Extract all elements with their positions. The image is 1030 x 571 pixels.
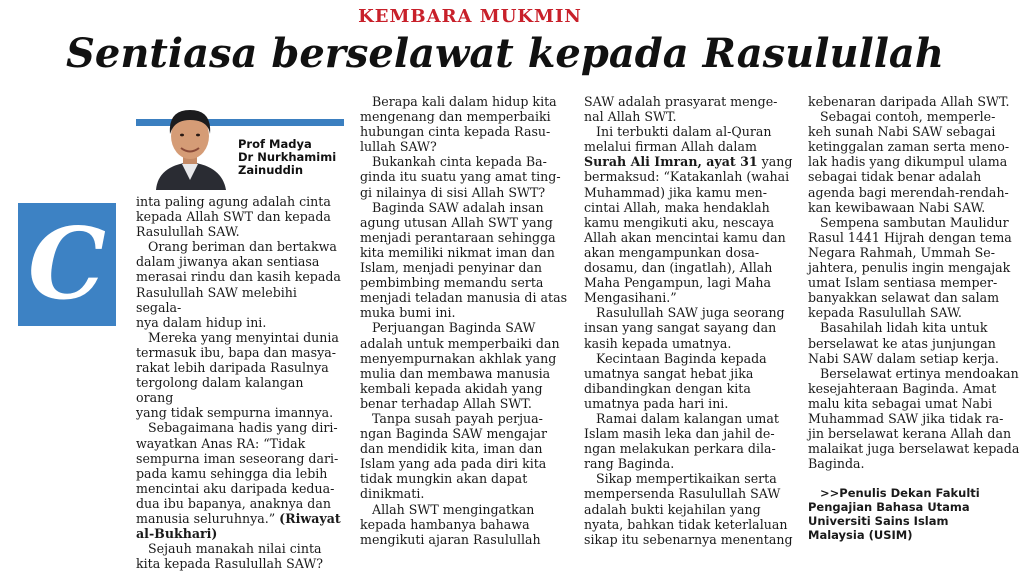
- author-photo: [148, 100, 232, 190]
- paragraph: Orang beriman dan bertakwa dalam jiwanya akan sentiasa merasai rindu dan kasih kepada Rasulullah SAW melebihi segala- nya dalam hidup ini.: [136, 239, 341, 330]
- author-title: Prof Madya: [238, 137, 312, 151]
- paragraph: SAW adalah prasyarat menge- nal Allah SWT.: [584, 94, 778, 125]
- paragraph: Sempena sambutan Maulidur Rasul 1441 Hijrah dengan tema Negara Rahmah, Ummah Se- jahtera, penulis ingin mengajak umat Islam sentiasa memper- banyakkan selawat dan salam kepada Rasulullah SAW.: [808, 214, 1012, 321]
- author-byline: [238, 138, 348, 177]
- section-kicker: KEMBARA MUKMIN: [358, 6, 582, 27]
- author-name-line: Dr Nurkhamimi: [238, 150, 337, 164]
- paragraph: [136, 420, 342, 541]
- paragraph: [584, 124, 796, 305]
- drop-cap: [18, 203, 116, 326]
- author-surname: Zainuddin: [238, 163, 304, 177]
- quran-quote: yang bermaksud: “Katakanlah (wahai Muhammad) jika kamu men- cintai Allah, maka hendaklah kamu mengikuti aku, nescaya Allah akan mencintai kamu dan akan mengampunkan dosa- dosamu, dan (ingatlah), Allah Maha Pengampun, lagi Maha Mengasihani.”: [584, 154, 793, 306]
- paragraph: Kecintaan Baginda kepada umatnya sangat hebat jika dibandingkan dengan kita umatnya pada hari ini.: [584, 350, 767, 411]
- author-note: >>Penulis Dekan Fakulti Pengajian Bahasa Utama Universiti Sains Islam Malaysia (USIM): [808, 486, 980, 543]
- article-headline: Sentiasa berselawat kepada Rasulullah: [66, 30, 944, 77]
- paragraph: Tanpa susah payah perjua- ngan Baginda SAW mengajar dan mendidik kita, iman dan Islam yang ada pada diri kita tidak mungkin akan dapat dinikmati.: [360, 410, 547, 502]
- paragraph: Berapa kali dalam hidup kita mengenang dan memperbaiki hubungan cinta kepada Rasu- lullah SAW?: [360, 94, 557, 155]
- paragraph-text: Ini terbukti dalam al-Quran melalui firman Allah dalam: [584, 124, 772, 155]
- paragraph: Bukankah cinta kepada Ba- ginda itu suatu yang amat ting- gi nilainya di sisi Allah SWT?: [360, 154, 561, 200]
- drop-cap-letter: C: [28, 207, 106, 322]
- paragraph: Perjuangan Baginda SAW adalah untuk memperbaiki dan menyempurnakan akhlak yang mulia dan membawa manusia kembali kepada akidah yang benar terhadap Allah SWT.: [360, 320, 560, 411]
- paragraph: Baginda SAW adalah insan agung utusan Allah SWT yang menjadi perantaraan sehingga kita memiliki nikmat iman dan Islam, menjadi penyinar dan pembimbing memandu serta menjadi teladan manusia di atas muka bumi ini.: [360, 199, 568, 321]
- article-column-3: [584, 94, 796, 547]
- article-column-2: [360, 94, 570, 547]
- paragraph: inta paling agung adalah cinta kepada Allah SWT dan kepada Rasulullah SAW.: [136, 194, 331, 240]
- paragraph: Rasulullah SAW juga seorang insan yang sangat sayang dan kasih kepada umatnya.: [584, 305, 785, 351]
- hadith-quote: Sebagaimana hadis yang diri- wayatkan Anas RA: “Tidak sempurna iman seseorang dari- pada kamu sehingga dia lebih mencintai aku daripada kedua- dua ibu bapanya, anaknya dan manusia seluruhnya.”: [136, 420, 339, 526]
- paragraph: Sebagai contoh, memperle- keh sunah Nabi SAW sebagai ketinggalan zaman serta meno- lak hadis yang dikumpul ulama sebagai tidak benar adalah agenda bagi merendah-rendah- kan kewibawaan Nabi SAW.: [808, 109, 1010, 215]
- paragraph: Sejauh manakah nilai cinta kita kepada Rasulullah SAW?: [136, 541, 324, 571]
- article-column-4: [808, 94, 1020, 542]
- hadith-reference: (Riwayat al-Bukhari): [136, 510, 341, 542]
- paragraph: Ramai dalam kalangan umat Islam masih leka dan jahil de- ngan melakukan perkara dila- rang Baginda.: [584, 410, 779, 472]
- article-column-1: [136, 194, 342, 571]
- paragraph: Berselawat ertinya mendoakan kesejahteraan Baginda. Amat malu kita sebagai umat Nabi Muhammad SAW jika tidak ra- jin berselawat kerana Allah dan malaikat juga berselawat kepada Baginda.: [808, 365, 1020, 472]
- paragraph: kebenaran daripada Allah SWT.: [808, 94, 1010, 109]
- paragraph: Mereka yang menyintai dunia termasuk ibu, bapa dan masya- rakat lebih daripada Rasulnya tergolong dalam kalangan orang yang tidak sempurna imannya.: [136, 329, 339, 421]
- paragraph: Basahilah lidah kita untuk berselawat ke atas junjungan Nabi SAW dalam setiap kerja.: [808, 320, 999, 366]
- quran-reference: Surah Ali Imran, ayat 31: [584, 154, 758, 170]
- paragraph: Allah SWT mengingatkan kepada hambanya bahawa mengikuti ajaran Rasulullah: [360, 501, 541, 547]
- paragraph: Sikap mempertikaikan serta mempersenda Rasulullah SAW adalah bukti kejahilan yang nyata, bahkan tidak keterlaluan sikap itu sebenarnya menentang: [584, 471, 793, 547]
